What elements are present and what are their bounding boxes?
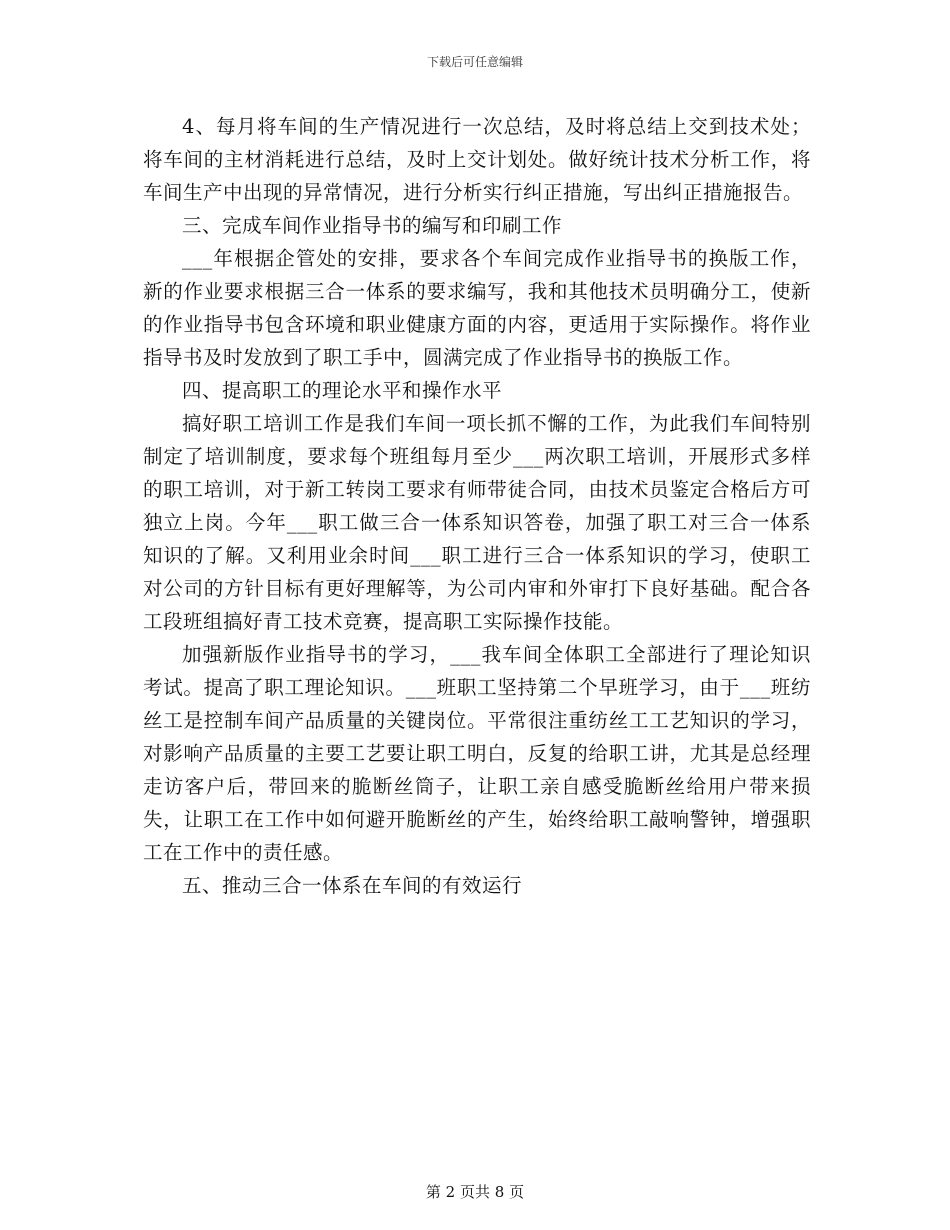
paragraph-monthly-summary: 4、每月将车间的生产情况进行一次总结，及时将总结上交到技术处；将车间的主材消耗进行总结，及时上交计划处。做好统计技术分析工作，将车间生产中出现的异常情况，进行分析实行纠正措施，写出纠正措施报告。 — [143, 115, 811, 204]
paragraph-staff-training: 搞好职工培训工作是我们车间一项长抓不懈的工作，为此我们车间特别制定了培训制度，要求每个班组每月至少___两次职工培训，开展形式多样的职工培训，对于新工转岗工要求有师带徒合同，由技术员鉴定合格后方可独立上岗。今年___职工做三合一体系知识答卷，加强了职工对三合一体系知识的了解。又利用业余时间___职工进行三合一体系知识的学习，使职工对公司的方针目标有更好理解等，为公司内审和外审打下良好基础。配合各工段班组搞好青工技术竞赛，提高职工实际操作技能。 — [143, 412, 811, 633]
paragraph-guidebook-study: 加强新版作业指导书的学习，___我车间全体职工全部进行了理论知识考试。提高了职工理论知识。___班职工坚持第二个早班学习，由于___班纺丝工是控制车间产品质量的关键岗位。平常很注重纺丝工工艺知识的学习，对影响产品质量的主要工艺要让职工明白，反复的给职工讲，尤其是总经理走访客户后，带回来的脆断丝筒子，让职工亲自感受脆断丝给用户带来损失，让职工在工作中如何避开脆断丝的产生，始终给职工敲响警钟，增强职工在工作中的责任感。 — [143, 643, 811, 864]
section-heading-4: 四、提高职工的理论水平和操作水平 — [182, 379, 503, 402]
page-number: 第 2 页共 8 页 — [425, 1183, 525, 1201]
section-heading-5: 五、推动三合一体系在车间的有效运行 — [182, 874, 523, 897]
section-heading-3: 三、完成车间作业指导书的编写和印刷工作 — [182, 214, 563, 237]
page-header: 下载后可任意编辑 — [426, 55, 523, 69]
document-body — [143, 110, 811, 902]
paragraph-guidebook-revision: ___年根据企管处的安排，要求各个车间完成作业指导书的换版工作，新的作业要求根据三合一体系的要求编写，我和其他技术员明确分工，使新的作业指导书包含环境和职业健康方面的内容，更适用于实际操作。将作业指导书及时发放到了职工手中，圆满完成了作业指导书的换版工作。 — [143, 247, 811, 369]
